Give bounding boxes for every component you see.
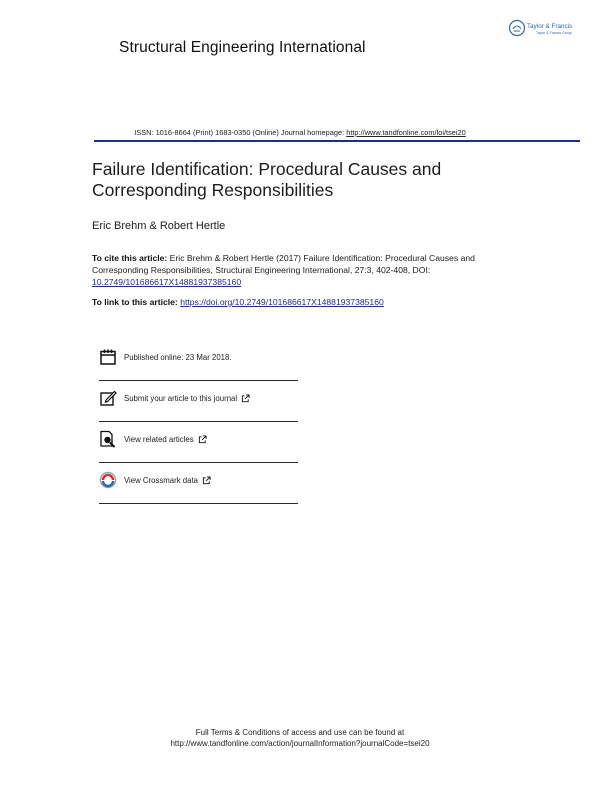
journal-title: Structural Engineering International (119, 39, 366, 56)
footer (0, 727, 600, 749)
authors: Eric Brehm & Robert Hertle (92, 220, 226, 232)
article-title-line-1: Failure Identification: Procedural Causes and (92, 159, 442, 179)
crossmark-row[interactable] (99, 469, 298, 491)
edit-icon (99, 389, 117, 407)
external-link-icon (198, 435, 207, 444)
issn-text: ISSN: 1016-8664 (Print) 1683-0350 (Online) Journal homepage: (134, 128, 347, 137)
published-online-row (99, 346, 298, 368)
info-divider (99, 503, 298, 504)
info-divider (99, 380, 298, 381)
submit-article-label: Submit your article to this journal (124, 393, 238, 403)
citation-text: Eric Brehm & Robert Hertle (2017) Failure Identification: Procedural Causes and Corresponding Responsibilities, Structural Engineering International, 27:3, 402-408, DOI: (92, 253, 475, 275)
journal-homepage-link[interactable]: http://www.tandfonline.com/loi/tsei20 (346, 128, 466, 137)
publisher-logo-text: Taylor & Francis (527, 23, 573, 30)
external-link-icon (241, 394, 250, 403)
publisher-logo-subtext: Taylor & Francis Group (536, 31, 572, 35)
footer-terms-link[interactable]: http://www.tandfonline.com/action/journalInformation?journalCode=tsei20 (170, 739, 430, 748)
info-divider (99, 421, 298, 422)
article-title (92, 159, 552, 201)
citation-doi-link[interactable]: 10.2749/101686617X14881937385160 (92, 277, 242, 287)
publisher-logo[interactable] (508, 17, 578, 39)
citation-label: To cite this article: (92, 253, 168, 263)
related-articles-row[interactable] (99, 428, 298, 450)
crossmark-icon (99, 471, 117, 489)
external-link-icon (202, 476, 211, 485)
publisher-logo-icon (510, 21, 525, 36)
article-link-label: To link to this article: (92, 297, 181, 307)
published-online-label: Published online: 23 Mar 2018. (124, 352, 232, 362)
article-link-block (92, 297, 522, 307)
citation-block (92, 252, 512, 288)
related-articles-label: View related articles (124, 434, 194, 444)
header-divider (94, 140, 580, 142)
related-articles-icon (99, 430, 117, 448)
article-title-line-2: Corresponding Responsibilities (92, 180, 334, 200)
issn-line (0, 128, 600, 137)
submit-article-row[interactable] (99, 387, 298, 409)
info-divider (99, 462, 298, 463)
article-doi-url-link[interactable]: https://doi.org/10.2749/101686617X14881937385160 (180, 297, 384, 307)
footer-terms-text: Full Terms & Conditions of access and use can be found at (195, 728, 405, 737)
calendar-icon (99, 348, 117, 366)
crossmark-label: View Crossmark data (124, 475, 198, 485)
